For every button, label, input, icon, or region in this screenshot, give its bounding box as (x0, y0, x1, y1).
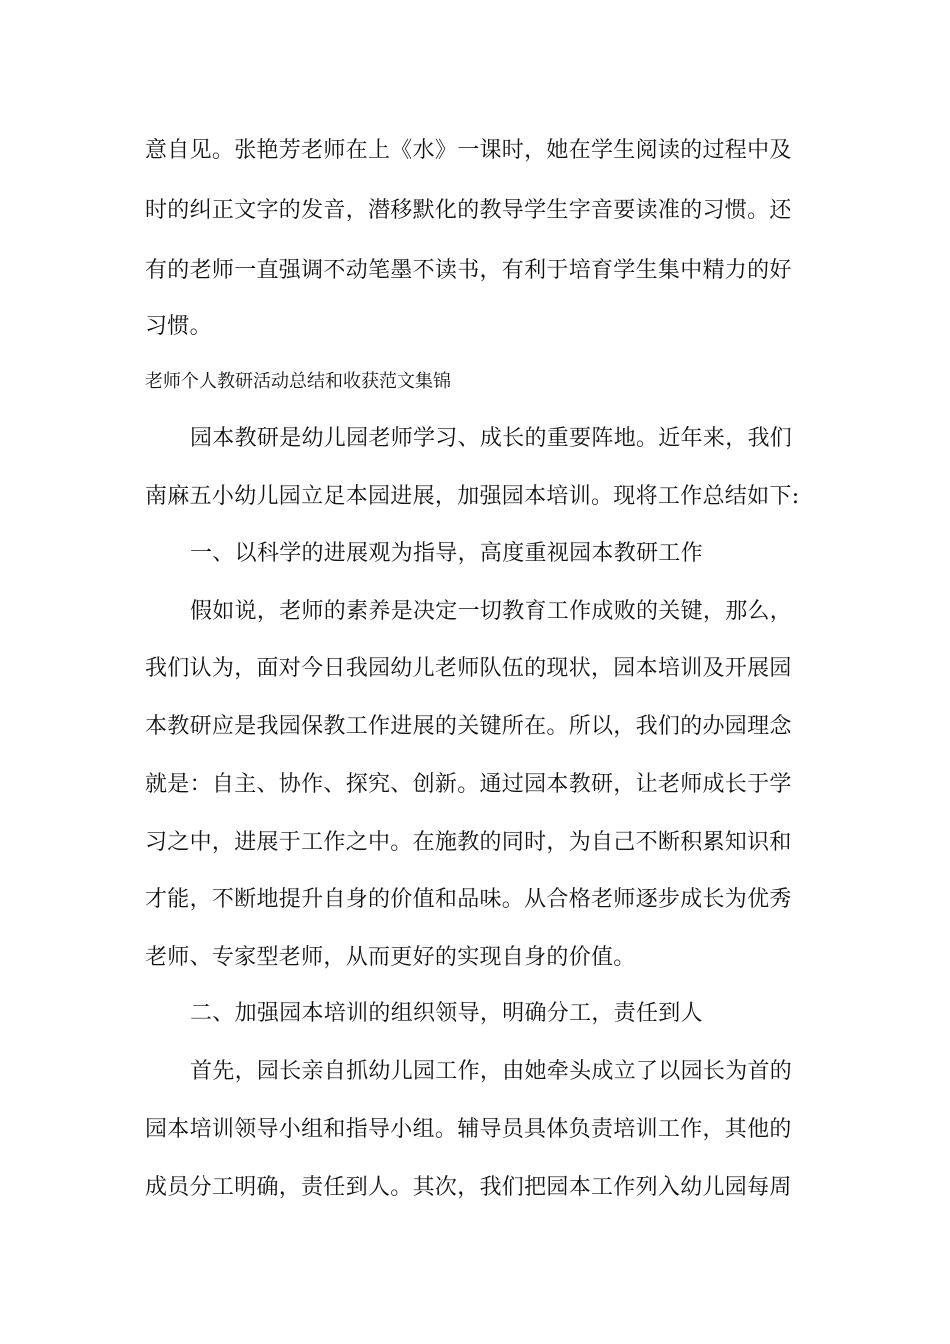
section-heading: 老师个人教研活动总结和收获范文集锦 (145, 371, 451, 392)
paragraph-line: 本教研应是我园保教工作进展的关键所在。所以，我们的办园理念 (145, 714, 792, 739)
paragraph-line: 假如说，老师的素养是决定一切教育工作成败的关键，那么， (190, 599, 793, 624)
subheading-line: 一、以科学的进展观为指导，高度重视园本教研工作 (190, 541, 703, 566)
paragraph-line: 习惯。 (145, 314, 212, 339)
paragraph-line: 就是：自主、协作、探究、创新。通过园本教研，让老师成长于学 (145, 772, 792, 797)
paragraph-line: 意自见。张艳芳老师在上《水》一课时，她在学生阅读的过程中及 (145, 138, 792, 163)
paragraph-line: 成员分工明确，责任到人。其次，我们把园本工作列入幼儿园每周 (145, 1175, 792, 1200)
paragraph-line: 有的老师一直强调不动笔墨不读书，有利于培育学生集中精力的好 (145, 258, 792, 283)
paragraph-line: 才能，不断地提升自身的价值和品味。从合格老师逐步成长为优秀 (145, 887, 792, 912)
paragraph-line: 习之中，进展于工作之中。在施教的同时，为自己不断积累知识和 (145, 830, 792, 855)
paragraph-line: 园本教研是幼儿园老师学习、成长的重要阵地。近年来，我们 (190, 426, 793, 451)
paragraph-line: 老师、专家型老师，从而更好的实现自身的价值。 (145, 945, 636, 970)
paragraph-line: 时的纠正文字的发音，潜移默化的教导学生字音要读准的习惯。还 (145, 198, 792, 223)
subheading-line: 二、加强园本培训的组织领导，明确分工，责任到人 (190, 1001, 703, 1026)
paragraph-line: 南麻五小幼儿园立足本园进展，加强园本培训。现将工作总结如下: (145, 484, 800, 509)
paragraph-line: 首先，园长亲自抓幼儿园工作，由她牵头成立了以园长为首的 (190, 1059, 793, 1084)
paragraph-line: 园本培训领导小组和指导小组。辅导员具体负责培训工作，其他的 (145, 1117, 792, 1142)
paragraph-line: 我们认为，面对今日我园幼儿老师队伍的现状，园本培训及开展园 (145, 656, 792, 681)
